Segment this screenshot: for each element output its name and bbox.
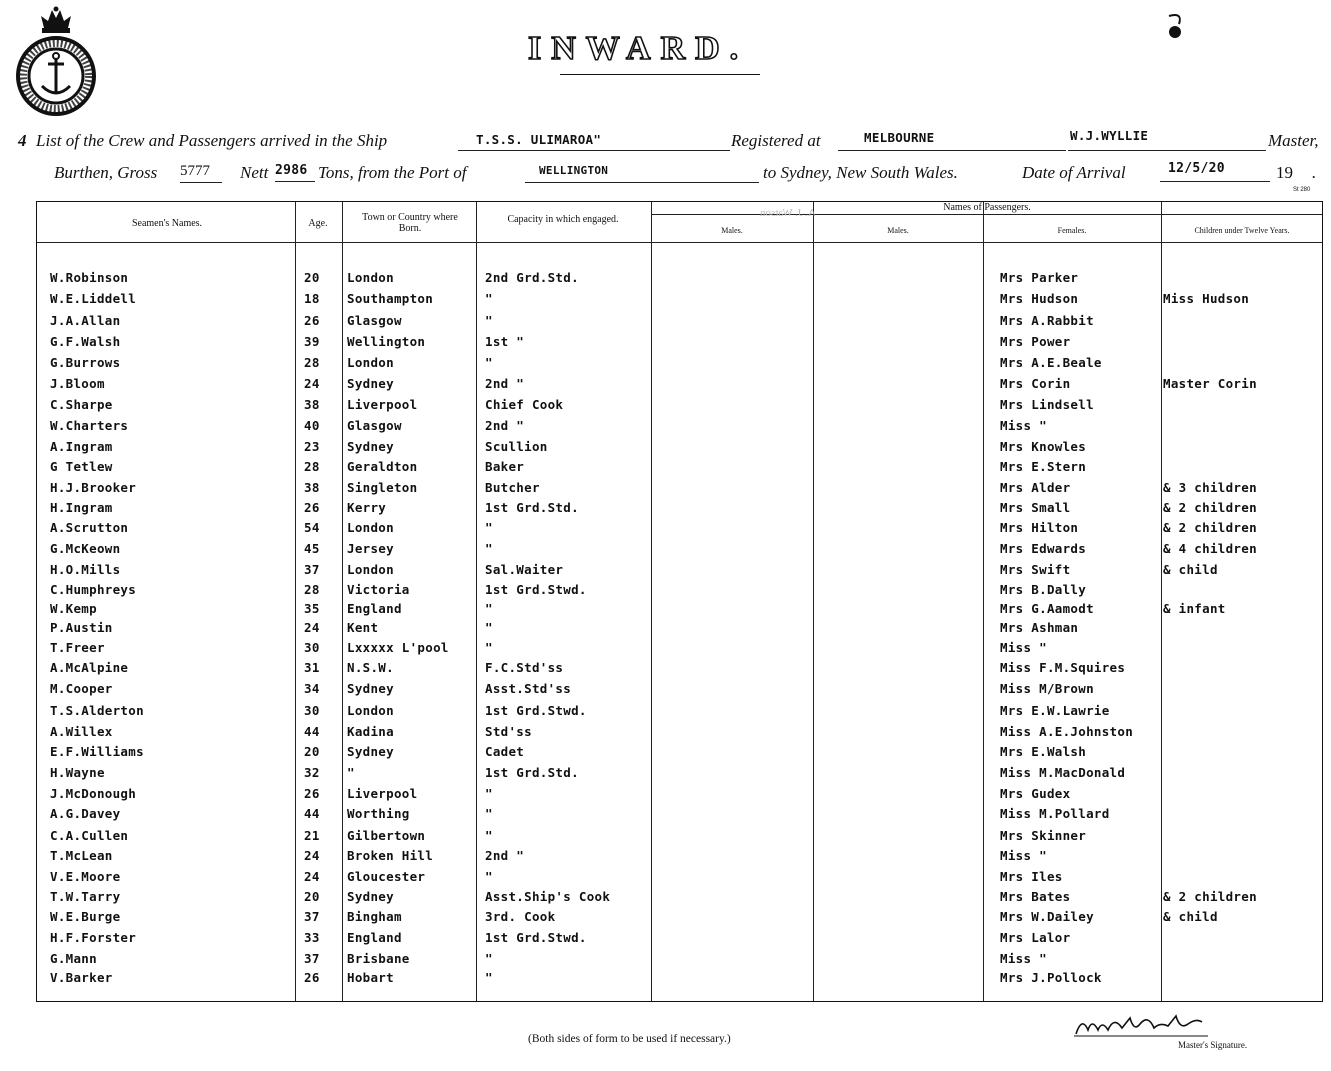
capacity: " — [485, 806, 493, 821]
female-passenger: Miss M/Brown — [1000, 681, 1094, 696]
female-passenger: Miss " — [1000, 848, 1047, 863]
birthplace: London — [347, 355, 394, 370]
seaman-name: H.O.Mills — [50, 562, 121, 577]
age: 28 — [304, 459, 320, 474]
children: & 3 children — [1163, 480, 1257, 495]
capacity: 2nd Grd.Std. — [485, 270, 579, 285]
age: 38 — [304, 480, 320, 495]
female-passenger: Miss " — [1000, 951, 1047, 966]
capacity: 1st Grd.Std. — [485, 765, 579, 780]
capacity: " — [485, 541, 493, 556]
birthplace: Bingham — [347, 909, 402, 924]
header-town: Town or Country where Born. — [362, 212, 458, 234]
to-sydney-label: to Sydney, New South Wales. — [763, 163, 958, 182]
birthplace: N.S.W. — [347, 660, 394, 675]
seaman-name: C.Sharpe — [50, 397, 113, 412]
female-passenger: Mrs Small — [1000, 500, 1071, 515]
age: 31 — [304, 660, 320, 675]
age: 26 — [304, 970, 320, 985]
seaman-name: H.J.Brooker — [50, 480, 137, 495]
birthplace: Gloucester — [347, 869, 426, 884]
children: Miss Hudson — [1163, 291, 1250, 306]
seaman-name: P.Austin — [50, 620, 113, 635]
birthplace: Sydney — [347, 889, 394, 904]
seaman-name: H.Wayne — [50, 765, 105, 780]
age: 38 — [304, 397, 320, 412]
capacity: Cadet — [485, 744, 525, 759]
female-passenger: Mrs W.Dailey — [1000, 909, 1094, 924]
capacity: 2nd " — [485, 376, 525, 391]
female-passenger: Miss " — [1000, 418, 1047, 433]
seaman-name: M.Cooper — [50, 681, 113, 696]
female-passenger: Mrs Gudex — [1000, 786, 1071, 801]
capacity: 2nd " — [485, 418, 525, 433]
seaman-name: T.W.Tarry — [50, 889, 121, 904]
age: 24 — [304, 848, 320, 863]
registered-label: Registered at — [731, 131, 821, 150]
seaman-name: C.A.Cullen — [50, 828, 129, 843]
female-passenger: Mrs Parker — [1000, 270, 1079, 285]
capacity: " — [485, 640, 493, 655]
header-passengers: Names of Passengers. — [943, 202, 1031, 213]
birthplace: London — [347, 270, 394, 285]
age: 24 — [304, 869, 320, 884]
master-signature — [1068, 1010, 1218, 1040]
capacity: 1st " — [485, 334, 525, 349]
age: 35 — [304, 601, 320, 616]
capacity: Asst.Std'ss — [485, 681, 572, 696]
birthplace: Southampton — [347, 291, 434, 306]
seaman-name: W.Kemp — [50, 601, 97, 616]
ship-name: T.S.S. ULIMAROA" — [476, 132, 602, 147]
nett-label: Nett — [240, 163, 269, 182]
tons-label: Tons, from the Port of — [318, 163, 467, 182]
birthplace: Kerry — [347, 500, 387, 515]
age: 32 — [304, 765, 320, 780]
female-passenger: Mrs Lalor — [1000, 930, 1071, 945]
children: & child — [1163, 562, 1218, 577]
children: & 2 children — [1163, 889, 1257, 904]
birthplace: Brisbane — [347, 951, 410, 966]
age: 18 — [304, 291, 320, 306]
birthplace: London — [347, 562, 394, 577]
female-passenger: Mrs Bates — [1000, 889, 1071, 904]
birthplace: Singleton — [347, 480, 418, 495]
birthplace: Lxxxxx L'pool — [347, 640, 449, 655]
birthplace: Liverpool — [347, 397, 418, 412]
birthplace: Sydney — [347, 681, 394, 696]
capacity: " — [485, 291, 493, 306]
birthplace: Kadina — [347, 724, 394, 739]
female-passenger: Mrs Skinner — [1000, 828, 1087, 843]
age: 24 — [304, 620, 320, 635]
capacity: 3rd. Cook — [485, 909, 556, 924]
female-passenger: Mrs Power — [1000, 334, 1071, 349]
age: 54 — [304, 520, 320, 535]
children: & infant — [1163, 601, 1226, 616]
age: 28 — [304, 582, 320, 597]
capacity: 1st Grd.Stwd. — [485, 930, 587, 945]
age: 20 — [304, 744, 320, 759]
header-children: Children under Twelve Years. — [1194, 226, 1290, 235]
capacity: " — [485, 355, 493, 370]
seaman-name: A.G.Davey — [50, 806, 121, 821]
capacity: " — [485, 601, 493, 616]
seaman-name: T.Freer — [50, 640, 105, 655]
header-age: Age. — [308, 218, 328, 229]
capacity: 1st Grd.Std. — [485, 500, 579, 515]
birthplace: Kent — [347, 620, 379, 635]
female-passenger: Mrs Corin — [1000, 376, 1071, 391]
birthplace: England — [347, 930, 402, 945]
birthplace: Geraldton — [347, 459, 418, 474]
seaman-name: H.F.Forster — [50, 930, 137, 945]
female-passenger: Mrs Alder — [1000, 480, 1071, 495]
list-number: 4 — [18, 131, 27, 150]
children: Master Corin — [1163, 376, 1257, 391]
birthplace: Hobart — [347, 970, 394, 985]
age: 34 — [304, 681, 320, 696]
arrival-date: 12/5/20 — [1168, 161, 1225, 176]
footnote: (Both sides of form to be used if necessary.) — [528, 1033, 731, 1045]
birthplace: Gilbertown — [347, 828, 426, 843]
female-passenger: Mrs Hudson — [1000, 291, 1079, 306]
capacity: " — [485, 620, 493, 635]
age: 20 — [304, 270, 320, 285]
age: 37 — [304, 562, 320, 577]
children: & 2 children — [1163, 520, 1257, 535]
capacity: " — [485, 786, 493, 801]
header-males-1: Males. — [721, 226, 743, 235]
seaman-name: W.E.Burge — [50, 909, 121, 924]
age: 26 — [304, 786, 320, 801]
seaman-name: C.Humphreys — [50, 582, 137, 597]
seaman-name: J.McDonough — [50, 786, 137, 801]
birthplace: Wellington — [347, 334, 426, 349]
birthplace: London — [347, 520, 394, 535]
birthplace: London — [347, 703, 394, 718]
arrival-label: Date of Arrival — [1022, 163, 1126, 182]
burthen-label: Burthen, Gross — [54, 163, 158, 182]
capacity: " — [485, 869, 493, 884]
seaman-name: G.Mann — [50, 951, 97, 966]
age: 39 — [304, 334, 320, 349]
capacity: Butcher — [485, 480, 540, 495]
seaman-name: H.Ingram — [50, 500, 113, 515]
registered-port: MELBOURNE — [864, 130, 935, 145]
female-passenger: Mrs Ashman — [1000, 620, 1079, 635]
seaman-name: W.Robinson — [50, 270, 129, 285]
year-end: . — [1312, 163, 1317, 182]
age: 26 — [304, 500, 320, 515]
bleed-through-text: A. J. Watson — [760, 207, 816, 219]
capacity: 2nd " — [485, 848, 525, 863]
female-passenger: Mrs Hilton — [1000, 520, 1079, 535]
capacity: " — [485, 970, 493, 985]
birthplace: Sydney — [347, 744, 394, 759]
seaman-name: A.McAlpine — [50, 660, 129, 675]
seaman-name: W.Charters — [50, 418, 129, 433]
seaman-name: G.McKeown — [50, 541, 121, 556]
female-passenger: Miss M.MacDonald — [1000, 765, 1126, 780]
children: & 4 children — [1163, 541, 1257, 556]
age: 40 — [304, 418, 320, 433]
nett-value: 2986 — [275, 163, 315, 182]
seaman-name: J.Bloom — [50, 376, 105, 391]
female-passenger: Miss " — [1000, 640, 1047, 655]
age: 30 — [304, 703, 320, 718]
age: 20 — [304, 889, 320, 904]
capacity: Asst.Ship's Cook — [485, 889, 611, 904]
seaman-name: V.E.Moore — [50, 869, 121, 884]
female-passenger: Miss M.Pollard — [1000, 806, 1110, 821]
header-males-2: Males. — [887, 226, 909, 235]
capacity: Std'ss — [485, 724, 532, 739]
female-passenger: Mrs Lindsell — [1000, 397, 1094, 412]
birthplace: Liverpool — [347, 786, 418, 801]
age: 44 — [304, 724, 320, 739]
seaman-name: G.F.Walsh — [50, 334, 121, 349]
age: 44 — [304, 806, 320, 821]
seaman-name: T.McLean — [50, 848, 113, 863]
birthplace: Glasgow — [347, 418, 402, 433]
seaman-name: W.E.Liddell — [50, 291, 137, 306]
age: 30 — [304, 640, 320, 655]
capacity: " — [485, 951, 493, 966]
capacity: Chief Cook — [485, 397, 564, 412]
birthplace: Glasgow — [347, 313, 402, 328]
birthplace: Worthing — [347, 806, 410, 821]
birthplace: Sydney — [347, 376, 394, 391]
female-passenger: Mrs A.E.Beale — [1000, 355, 1102, 370]
seaman-name: G Tetlew — [50, 459, 113, 474]
capacity: " — [485, 520, 493, 535]
birthplace: Jersey — [347, 541, 394, 556]
female-passenger: Miss F.M.Squires — [1000, 660, 1126, 675]
age: 33 — [304, 930, 320, 945]
birthplace: " — [347, 765, 355, 780]
female-passenger: Mrs E.Stern — [1000, 459, 1087, 474]
list-prefix: List of the Crew and Passengers arrived in the Ship — [36, 131, 388, 150]
capacity: 1st Grd.Stwd. — [485, 703, 587, 718]
seaman-name: E.F.Williams — [50, 744, 144, 759]
year-prefix: 19 — [1276, 163, 1293, 182]
page-title: INWARD. — [528, 30, 749, 67]
female-passenger: Mrs Swift — [1000, 562, 1071, 577]
female-passenger: Mrs E.Walsh — [1000, 744, 1087, 759]
age: 37 — [304, 909, 320, 924]
age: 23 — [304, 439, 320, 454]
master-label: Master, — [1268, 131, 1319, 150]
female-passenger: Mrs G.Aamodt — [1000, 601, 1094, 616]
age: 24 — [304, 376, 320, 391]
capacity: " — [485, 313, 493, 328]
master-name: W.J.WYLLIE — [1070, 128, 1149, 143]
birthplace: Victoria — [347, 582, 410, 597]
gross-value: 5777 — [180, 163, 222, 183]
capacity: Baker — [485, 459, 525, 474]
seaman-name: A.Scrutton — [50, 520, 129, 535]
age: 45 — [304, 541, 320, 556]
seaman-name: A.Willex — [50, 724, 113, 739]
female-passenger: Mrs E.W.Lawrie — [1000, 703, 1110, 718]
birthplace: England — [347, 601, 402, 616]
seaman-name: A.Ingram — [50, 439, 113, 454]
capacity: 1st Grd.Stwd. — [485, 582, 587, 597]
female-passenger: Mrs A.Rabbit — [1000, 313, 1094, 328]
birthplace: Sydney — [347, 439, 394, 454]
port-name: WELLINGTON — [539, 164, 609, 177]
children: & 2 children — [1163, 500, 1257, 515]
header-females: Females. — [1057, 226, 1087, 235]
seaman-name: V.Barker — [50, 970, 113, 985]
female-passenger: Miss A.E.Johnston — [1000, 724, 1134, 739]
age: 28 — [304, 355, 320, 370]
age: 37 — [304, 951, 320, 966]
female-passenger: Mrs Knowles — [1000, 439, 1087, 454]
capacity: Scullion — [485, 439, 548, 454]
female-passenger: Mrs Edwards — [1000, 541, 1087, 556]
children: & child — [1163, 909, 1218, 924]
seaman-name: T.S.Alderton — [50, 703, 144, 718]
header-seamen-names: Seamen's Names. — [131, 218, 203, 229]
header-capacity: Capacity in which engaged. — [507, 214, 619, 225]
female-passenger: Mrs B.Dally — [1000, 582, 1087, 597]
seaman-name: J.A.Allan — [50, 313, 121, 328]
seaman-name: G.Burrows — [50, 355, 121, 370]
signature-label: Master's Signature. — [1178, 1040, 1248, 1050]
age: 26 — [304, 313, 320, 328]
birthplace: Broken Hill — [347, 848, 434, 863]
capacity: F.C.Std'ss — [485, 660, 564, 675]
form-code: St 280 — [1293, 187, 1311, 193]
capacity: " — [485, 828, 493, 843]
female-passenger: Mrs Iles — [1000, 869, 1063, 884]
age: 21 — [304, 828, 320, 843]
female-passenger: Mrs J.Pollock — [1000, 970, 1102, 985]
capacity: Sal.Waiter — [485, 562, 564, 577]
